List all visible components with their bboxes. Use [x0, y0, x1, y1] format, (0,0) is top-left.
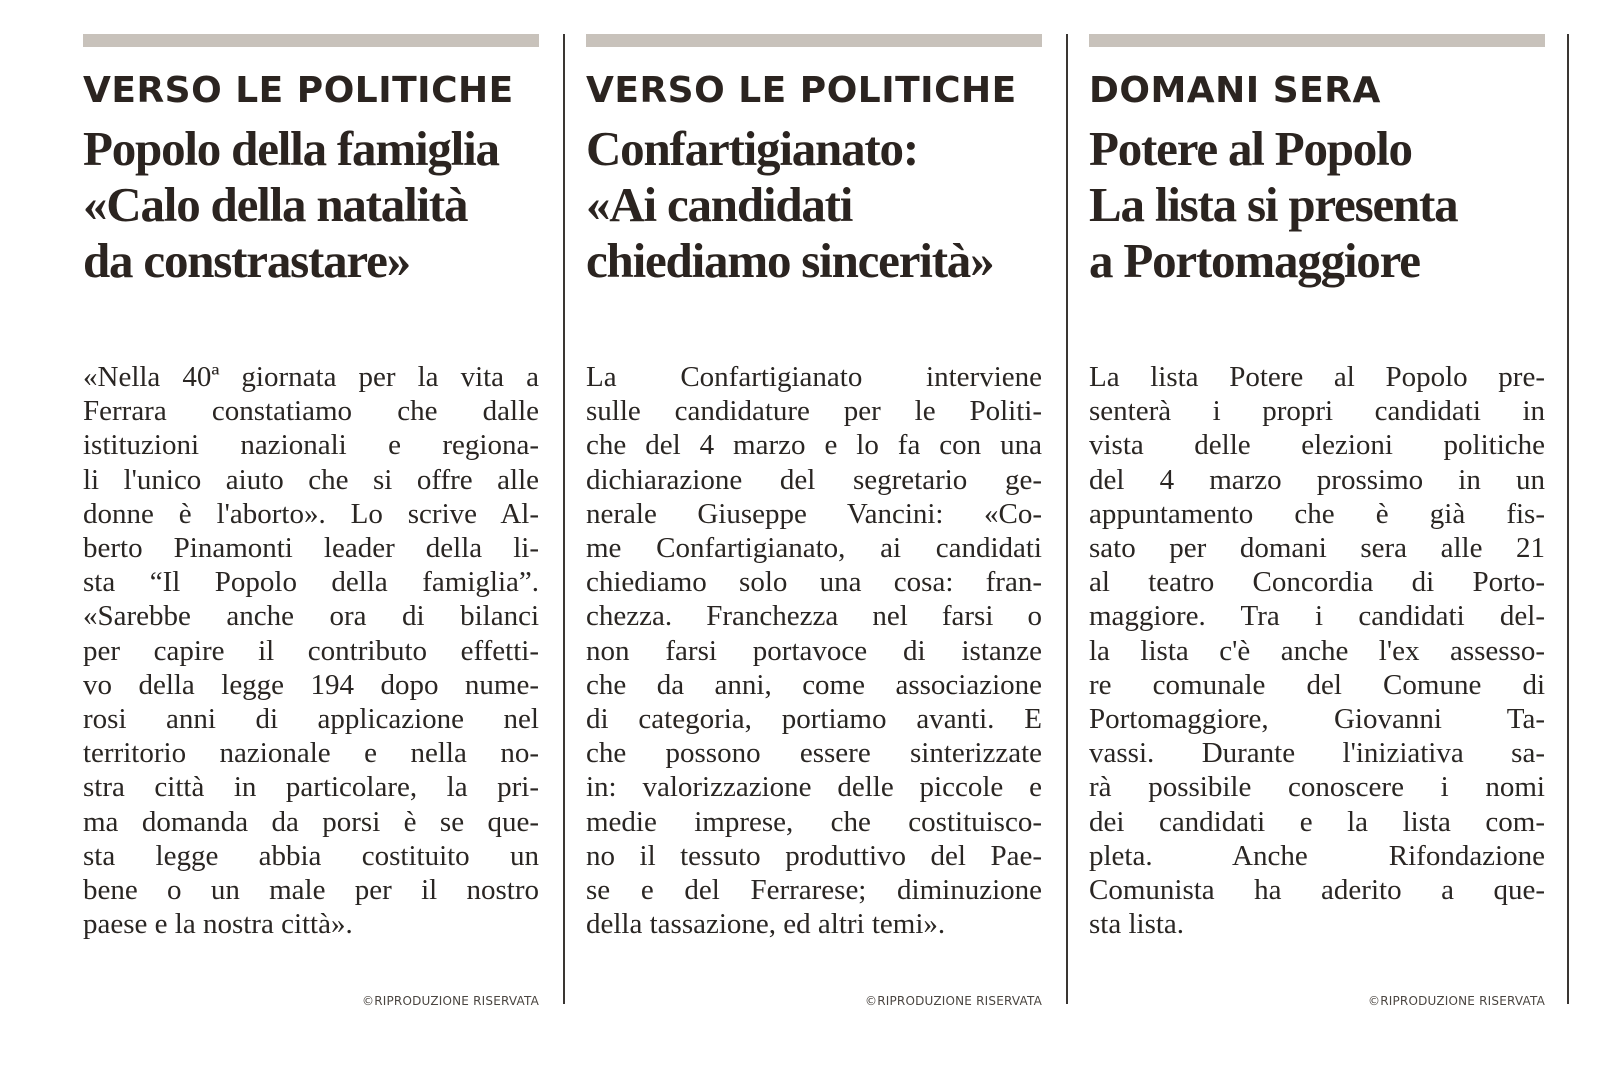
body-line: sulle candidature per le Politi- [586, 395, 1042, 428]
body-line: appuntamento che è già fis- [1089, 497, 1545, 530]
article-body [83, 360, 539, 941]
headline-line: chiediamo sincerità» [586, 233, 994, 288]
body-line: berto Pinamonti leader della li- [83, 532, 539, 565]
body-line: al teatro Concordia di Porto- [1089, 566, 1545, 599]
column-divider-3 [1567, 34, 1569, 1004]
column-divider-1 [563, 34, 565, 1004]
body-line: che possono essere sinterizzate [586, 737, 1042, 770]
copyright-notice: ©RIPRODUZIONE RISERVATA [362, 994, 539, 1008]
body-line: se e del Ferrarese; diminuzione [586, 874, 1042, 907]
body-line: senterà i propri candidati in [1089, 395, 1545, 428]
body-line: della tassazione, ed altri temi». [586, 908, 946, 941]
body-line: territorio nazionale e nella no- [83, 737, 539, 770]
body-line: La lista Potere al Popolo pre- [1089, 361, 1545, 393]
copyright-notice: ©RIPRODUZIONE RISERVATA [865, 994, 1042, 1008]
headline-line: Popolo della famiglia [83, 121, 499, 176]
body-line: maggiore. Tra i candidati del- [1089, 600, 1545, 633]
body-line: per capire il contributo effetti- [83, 634, 539, 667]
body-line: rà possibile conoscere i nomi [1089, 771, 1545, 804]
body-line: la lista c'è anche l'ex assesso- [1089, 634, 1545, 667]
article-body [1089, 360, 1545, 941]
headline-line: a Portomaggiore [1089, 233, 1420, 288]
article-kicker: DOMANI SERA [1089, 70, 1381, 111]
body-line: medie imprese, che costituisco- [586, 805, 1042, 838]
section-bar [586, 34, 1042, 47]
headline-line: «Ai candidati [586, 177, 853, 232]
body-line: sato per domani sera alle 21 [1089, 532, 1545, 565]
body-line: no il tessuto produttivo del Pae- [586, 839, 1042, 872]
copyright-notice: ©RIPRODUZIONE RISERVATA [1368, 994, 1545, 1008]
body-line: li l'unico aiuto che si offre alle [83, 463, 539, 496]
body-line: me Confartigianato, ai candidati [586, 532, 1042, 565]
body-line: stra città in particolare, la pri- [83, 771, 539, 804]
body-line: di categoria, portiamo avanti. E [586, 703, 1042, 736]
body-line: che del 4 marzo e lo fa con una [586, 429, 1042, 462]
body-line: donne è l'aborto». Lo scrive Al- [83, 497, 539, 530]
body-line: La Confartigianato interviene [586, 361, 1042, 393]
body-line: chezza. Franchezza nel farsi o [586, 600, 1042, 633]
body-line: paese e la nostra città». [83, 908, 353, 941]
headline-line: Potere al Popolo [1089, 121, 1412, 176]
headline-line: Confartigianato: [586, 121, 918, 176]
headline-line: «Calo della natalità [83, 177, 468, 232]
body-line: «Sarebbe anche ora di bilanci [83, 600, 539, 633]
body-line: vista delle elezioni politiche [1089, 429, 1545, 462]
body-line: sta “Il Popolo della famiglia”. [83, 566, 539, 599]
article-column-2 [586, 34, 1042, 1008]
body-line: Portomaggiore, Giovanni Ta- [1089, 703, 1545, 736]
body-line: rosi anni di applicazione nel [83, 703, 539, 736]
body-line: sta legge abbia costituito un [83, 839, 539, 872]
body-line: non farsi portavoce di istanze [586, 634, 1042, 667]
body-line: in: valorizzazione delle piccole e [586, 771, 1042, 804]
body-line: dichiarazione del segretario ge- [586, 463, 1042, 496]
article-headline [83, 121, 539, 289]
article-kicker: VERSO LE POLITICHE [586, 70, 1017, 111]
body-line: dei candidati e la lista com- [1089, 805, 1545, 838]
body-line: istituzioni nazionali e regiona- [83, 429, 539, 462]
body-line: Comunista ha aderito a que- [1089, 874, 1545, 907]
body-line: nerale Giuseppe Vancini: «Co- [586, 497, 1042, 530]
headline-line: La lista si presenta [1089, 177, 1458, 232]
article-headline [586, 121, 1042, 289]
article-headline [1089, 121, 1545, 289]
section-bar [83, 34, 539, 47]
body-line: vo della legge 194 dopo nume- [83, 668, 539, 701]
article-column-1 [83, 34, 539, 1008]
body-line: pleta. Anche Rifondazione [1089, 839, 1545, 872]
body-line: sta lista. [1089, 908, 1185, 941]
body-line: Ferrara constatiamo che dalle [83, 395, 539, 428]
column-divider-2 [1066, 34, 1068, 1004]
body-line: chiediamo solo una cosa: fran- [586, 566, 1042, 599]
section-bar [1089, 34, 1545, 47]
body-line: vassi. Durante l'iniziativa sa- [1089, 737, 1545, 770]
article-body [586, 360, 1042, 941]
body-line: che da anni, come associazione [586, 668, 1042, 701]
headline-line: da constrastare» [83, 233, 410, 288]
article-column-3 [1089, 34, 1545, 1008]
body-line: ma domanda da porsi è se que- [83, 805, 539, 838]
body-line: bene o un male per il nostro [83, 874, 539, 907]
body-line: del 4 marzo prossimo in un [1089, 463, 1545, 496]
article-kicker: VERSO LE POLITICHE [83, 70, 514, 111]
body-line: «Nella 40ª giornata per la vita a [83, 361, 539, 393]
body-line: re comunale del Comune di [1089, 668, 1545, 701]
